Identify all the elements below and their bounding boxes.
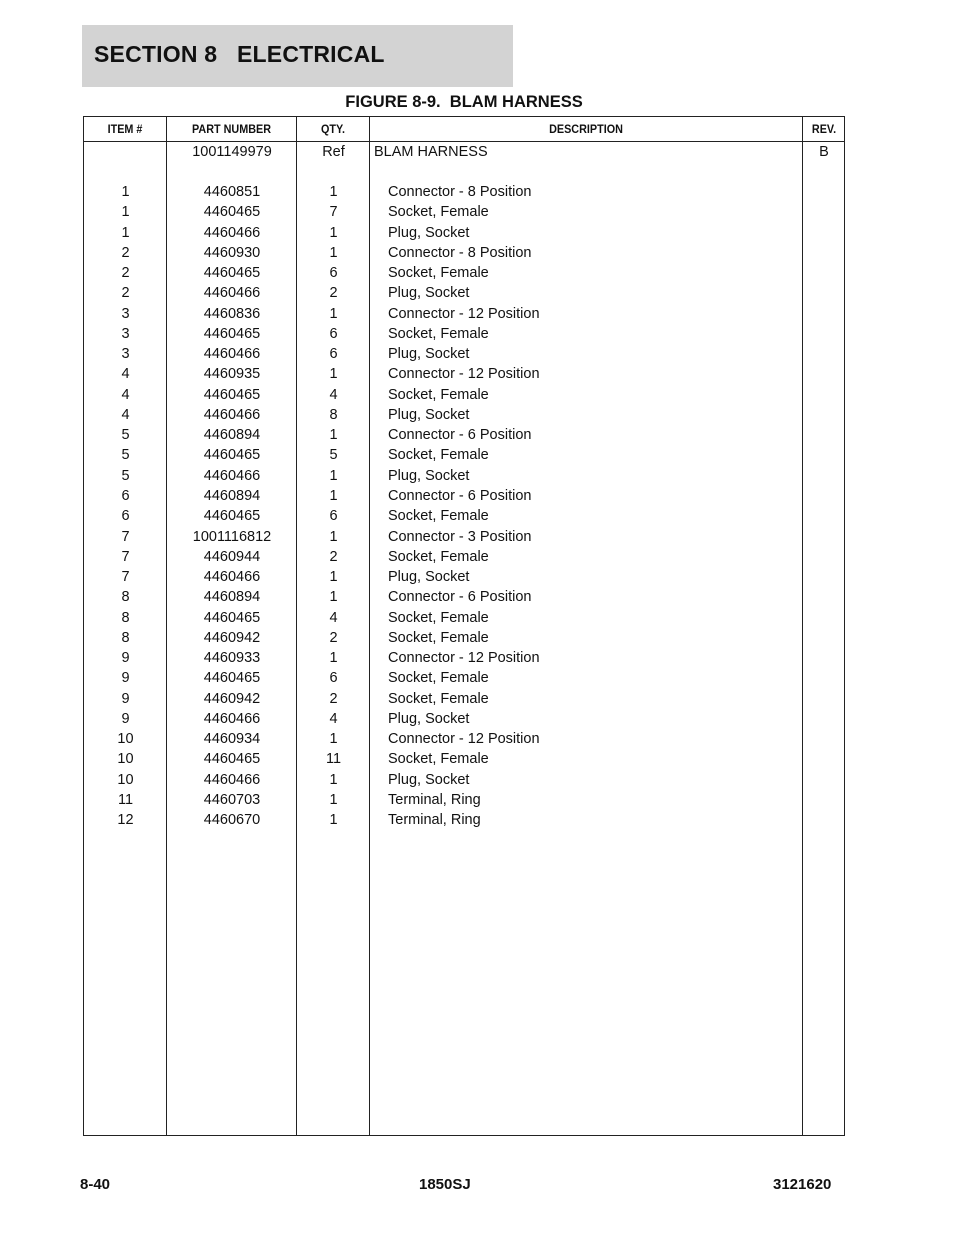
quantity: 1 — [329, 812, 338, 829]
part-number: 4460465 — [203, 386, 261, 403]
quantity: 1 — [329, 731, 338, 748]
description: Socket, Female — [388, 629, 489, 646]
item-number: 10 — [117, 771, 134, 788]
table-row — [84, 425, 844, 445]
part-number: 4460466 — [203, 569, 261, 586]
table-row — [84, 689, 844, 709]
description: Connector - 12 Position — [388, 366, 540, 383]
description: Connector - 12 Position — [388, 731, 540, 748]
quantity: 5 — [329, 447, 338, 464]
quantity: 6 — [329, 670, 338, 687]
item-number: 4 — [121, 406, 130, 423]
item-number: 3 — [121, 305, 130, 322]
table-row — [84, 810, 844, 830]
table-row — [84, 547, 844, 567]
part-number: 4460942 — [203, 629, 261, 646]
part-number: 4460894 — [203, 589, 261, 606]
table-row — [84, 223, 844, 243]
table-row — [84, 628, 844, 648]
description: Socket, Female — [388, 204, 489, 221]
part-number: 4460465 — [203, 204, 261, 221]
quantity: 2 — [329, 629, 338, 646]
item-number: 5 — [121, 447, 130, 464]
revision: B — [819, 144, 829, 160]
item-number: 9 — [121, 650, 130, 667]
quantity: 2 — [329, 690, 338, 707]
description: Connector - 6 Position — [388, 427, 532, 444]
table-row — [84, 587, 844, 607]
part-number: 4460465 — [203, 447, 261, 464]
item-number: 12 — [117, 812, 134, 829]
section-title: SECTION 8 ELECTRICAL — [94, 41, 385, 67]
column-header-part-number: PART NUMBER — [191, 122, 272, 136]
description: Socket, Female — [388, 690, 489, 707]
description: Plug, Socket — [388, 224, 470, 241]
table-row — [84, 304, 844, 324]
top-assembly-row — [84, 142, 844, 182]
description: Plug, Socket — [388, 710, 470, 727]
part-number: 4460944 — [203, 548, 261, 565]
quantity: 1 — [329, 791, 338, 808]
part-number: 4460466 — [203, 771, 261, 788]
description: Terminal, Ring — [388, 791, 481, 808]
item-number: 7 — [121, 528, 130, 545]
description: Socket, Female — [388, 325, 489, 342]
section-header-band — [82, 25, 513, 87]
part-number: 1001149979 — [192, 144, 272, 160]
item-number: 5 — [121, 427, 130, 444]
item-number: 9 — [121, 690, 130, 707]
item-number: 9 — [121, 710, 130, 727]
part-number: 4460465 — [203, 508, 261, 525]
item-number: 1 — [121, 184, 130, 200]
item-number: 8 — [121, 609, 130, 626]
quantity: 1 — [329, 528, 338, 545]
description: Plug, Socket — [388, 346, 470, 363]
table-row — [84, 648, 844, 668]
part-number: 4460465 — [203, 609, 261, 626]
table-row — [84, 445, 844, 465]
item-number: 11 — [117, 791, 134, 808]
part-number: 4460465 — [203, 325, 261, 342]
table-row — [84, 263, 844, 283]
part-number: 4460934 — [203, 731, 261, 748]
page-number: 8-40 — [80, 1176, 111, 1193]
quantity: 2 — [329, 285, 338, 302]
description: Socket, Female — [388, 548, 489, 565]
table-body — [84, 142, 844, 831]
quantity: 1 — [329, 771, 338, 788]
description: BLAM HARNESS — [374, 144, 488, 160]
model-number: 1850SJ — [419, 1176, 471, 1193]
item-number: 6 — [121, 487, 130, 504]
description: Socket, Female — [388, 447, 489, 464]
column-header-qty: QTY. — [320, 122, 345, 136]
table-row — [84, 608, 844, 628]
part-number: 4460466 — [203, 710, 261, 727]
table-row — [84, 527, 844, 547]
description: Plug, Socket — [388, 467, 470, 484]
quantity: 4 — [329, 710, 338, 727]
item-number: 9 — [121, 670, 130, 687]
part-number: 4460836 — [203, 305, 261, 322]
part-number: 4460933 — [203, 650, 261, 667]
item-number: 8 — [121, 629, 130, 646]
table-row — [84, 486, 844, 506]
table-row — [84, 283, 844, 303]
quantity: 6 — [329, 508, 338, 525]
item-number: 1 — [121, 224, 130, 241]
description: Plug, Socket — [388, 569, 470, 586]
quantity: 11 — [325, 751, 342, 768]
quantity: 4 — [329, 386, 338, 403]
parts-table — [83, 116, 845, 1136]
item-number: 1 — [121, 204, 130, 221]
part-number: 4460930 — [203, 244, 261, 261]
part-number: 4460465 — [203, 751, 261, 768]
quantity: 8 — [329, 406, 338, 423]
description: Socket, Female — [388, 265, 489, 282]
item-number: 2 — [121, 285, 130, 302]
part-number: 4460466 — [203, 346, 261, 363]
table-row — [84, 729, 844, 749]
quantity: 1 — [329, 224, 338, 241]
item-number: 2 — [121, 244, 130, 261]
part-number: 1001116812 — [192, 528, 272, 545]
quantity: 7 — [329, 204, 338, 221]
table-row — [84, 182, 844, 202]
description: Connector - 3 Position — [388, 528, 532, 545]
quantity: 2 — [329, 548, 338, 565]
item-number: 4 — [121, 386, 130, 403]
table-row — [84, 709, 844, 729]
table-row — [84, 243, 844, 263]
table-row — [84, 567, 844, 587]
description: Connector - 6 Position — [388, 487, 532, 504]
description: Terminal, Ring — [388, 812, 481, 829]
part-number: 4460466 — [203, 224, 261, 241]
quantity: 1 — [329, 305, 338, 322]
item-number: 5 — [121, 467, 130, 484]
part-number: 4460703 — [203, 791, 261, 808]
quantity: 6 — [329, 265, 338, 282]
table-row — [84, 506, 844, 526]
description: Socket, Female — [388, 609, 489, 626]
column-header-item: ITEM # — [107, 122, 143, 136]
part-number: 4460466 — [203, 285, 261, 302]
description: Plug, Socket — [388, 771, 470, 788]
quantity: 1 — [329, 569, 338, 586]
quantity: 1 — [329, 487, 338, 504]
description: Plug, Socket — [388, 406, 470, 423]
table-row — [84, 668, 844, 688]
column-header-rev: REV. — [811, 122, 837, 136]
item-number: 7 — [121, 569, 130, 586]
table-row — [84, 202, 844, 222]
part-number: 4460466 — [203, 467, 261, 484]
column-header-description: DESCRIPTION — [549, 122, 623, 136]
description: Connector - 12 Position — [388, 305, 540, 322]
item-number: 3 — [121, 346, 130, 363]
quantity: 1 — [329, 244, 338, 261]
item-number: 3 — [121, 325, 130, 342]
item-number: 8 — [121, 589, 130, 606]
item-number: 6 — [121, 508, 130, 525]
manual-number: 3121620 — [773, 1176, 832, 1193]
item-number: 7 — [121, 548, 130, 565]
quantity: 1 — [329, 589, 338, 606]
quantity: 4 — [329, 609, 338, 626]
part-number: 4460465 — [203, 670, 261, 687]
item-number: 10 — [117, 751, 134, 768]
table-row — [84, 770, 844, 790]
quantity: Ref — [322, 144, 345, 160]
quantity: 1 — [329, 650, 338, 667]
quantity: 1 — [329, 366, 338, 383]
part-number: 4460670 — [203, 812, 261, 829]
table-header-row — [84, 117, 844, 142]
table-row — [84, 405, 844, 425]
table-row — [84, 385, 844, 405]
description: Connector - 8 Position — [388, 184, 532, 200]
part-number: 4460942 — [203, 690, 261, 707]
part-number: 4460465 — [203, 265, 261, 282]
table-row — [84, 749, 844, 769]
table-row — [84, 324, 844, 344]
description: Socket, Female — [388, 670, 489, 687]
part-number: 4460851 — [203, 184, 261, 200]
part-number: 4460466 — [203, 406, 261, 423]
quantity: 6 — [329, 325, 338, 342]
part-number: 4460935 — [203, 366, 261, 383]
description: Socket, Female — [388, 386, 489, 403]
table-row — [84, 466, 844, 486]
description: Connector - 12 Position — [388, 650, 540, 667]
part-number: 4460894 — [203, 427, 261, 444]
item-number: 4 — [121, 366, 130, 383]
description: Plug, Socket — [388, 285, 470, 302]
item-number — [84, 142, 167, 162]
figure-title: FIGURE 8-9. BLAM HARNESS — [345, 93, 583, 111]
item-number: 10 — [117, 731, 134, 748]
description: Socket, Female — [388, 751, 489, 768]
description: Connector - 8 Position — [388, 244, 532, 261]
quantity: 1 — [329, 184, 338, 200]
table-row — [84, 790, 844, 810]
item-number: 2 — [121, 265, 130, 282]
table-row — [84, 344, 844, 364]
quantity: 1 — [329, 427, 338, 444]
description: Socket, Female — [388, 508, 489, 525]
quantity: 1 — [329, 467, 338, 484]
quantity: 6 — [329, 346, 338, 363]
table-row — [84, 364, 844, 384]
part-number: 4460894 — [203, 487, 261, 504]
description: Connector - 6 Position — [388, 589, 532, 606]
